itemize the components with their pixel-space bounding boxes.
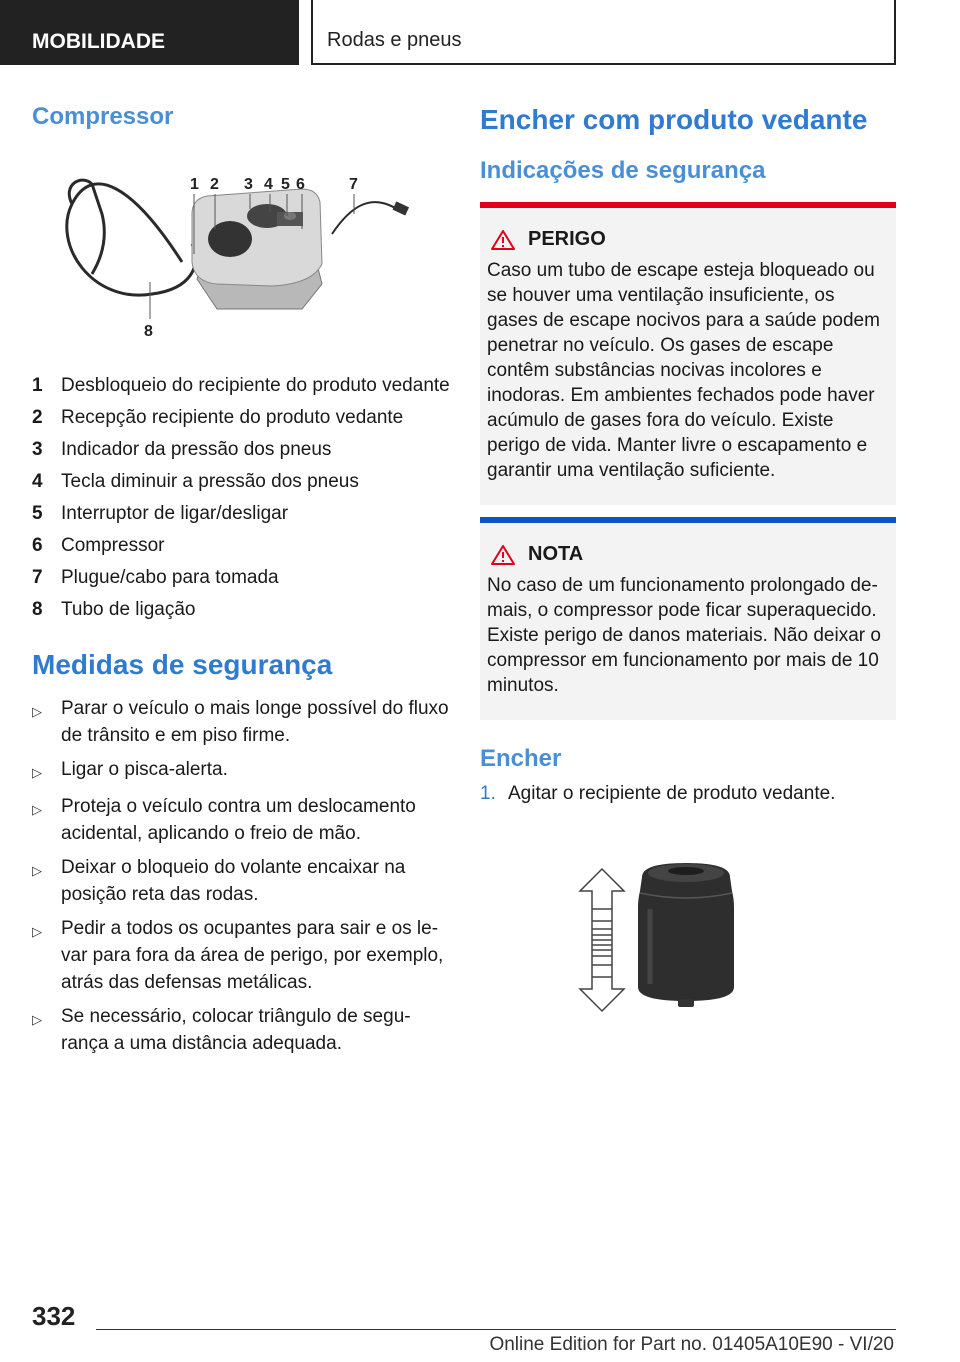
danger-title: PERIGO: [528, 228, 606, 250]
step-item: [480, 780, 896, 807]
note-text: No caso de um funcionamento prolongado demais, o compressor pode ficar superaquecido. Existe perigo de danos materiais. Não deixar o compressor em funcionamento por mais de 10 minutos.: [487, 575, 881, 696]
sealant-bottle-illustration: [480, 859, 896, 1024]
note-title: NOTA: [528, 543, 584, 565]
legend-item: [32, 404, 450, 431]
warning-triangle-icon: [490, 544, 516, 566]
legend-item: [32, 596, 450, 623]
warning-triangle-icon: [490, 229, 516, 251]
triangle-bullet-icon: ▷: [32, 765, 42, 780]
legend-number: 7: [32, 567, 43, 588]
triangle-bullet-icon: ▷: [32, 704, 42, 719]
legend-text: Interruptor de ligar/desligar: [61, 503, 289, 524]
shake-figure: [480, 859, 896, 1024]
legend-number: 4: [32, 471, 43, 492]
safety-item: [32, 756, 450, 786]
note-box: [480, 517, 896, 720]
safety-list: [32, 695, 450, 1057]
figure-legend: [32, 372, 450, 623]
legend-item: [32, 372, 450, 399]
chapter-title: Rodas e pneus: [311, 0, 896, 65]
fill-steps: [480, 780, 896, 807]
legend-text: Compressor: [61, 535, 165, 556]
triangle-bullet-icon: ▷: [32, 924, 42, 939]
page-number: 332: [32, 1301, 76, 1331]
legend-text: Tubo de ligação: [61, 599, 196, 620]
compressor-figure: [32, 144, 450, 354]
legend-item: [32, 436, 450, 463]
right-column: [480, 100, 896, 1024]
safety-notes-heading: Indicações de segurança: [480, 157, 766, 184]
danger-title-row: [487, 228, 888, 251]
safety-item: [32, 1003, 450, 1057]
safety-item: [32, 695, 450, 749]
safety-text: Ligar o pisca-alerta.: [61, 759, 228, 780]
callout-4: 4: [264, 176, 273, 193]
legend-number: 1: [32, 375, 43, 396]
section-tab: MOBILIDADE: [0, 0, 299, 65]
legend-text: Plugue/cabo para tomada: [61, 567, 279, 588]
compressor-illustration: [32, 144, 450, 354]
safety-item: [32, 915, 450, 996]
fill-heading: Encher: [480, 745, 562, 772]
legend-number: 8: [32, 599, 43, 620]
callout-6: 6: [296, 176, 305, 193]
edition-note: Online Edition for Part no. 01405A10E90 - VI/20: [489, 1334, 894, 1355]
callout-2: 2: [210, 176, 219, 193]
legend-item: [32, 564, 450, 591]
legend-text: Recepção recipiente do produto vedante: [61, 407, 404, 428]
safety-text: Deixar o bloqueio do volante encaixar na posição reta das rodas.: [61, 857, 406, 905]
legend-item: [32, 500, 450, 527]
safety-text: Pedir a todos os ocupantes para sair e os levar para fora da área de perigo, por exemplo, atrás das defensas metálicas.: [61, 918, 444, 993]
callout-5: 5: [281, 176, 290, 193]
legend-item: [32, 468, 450, 495]
step-number: 1.: [480, 783, 496, 804]
main-heading: Encher com produto vedante: [480, 104, 868, 135]
safety-text: Proteja o veículo contra um deslocamento acidental, aplicando o freio de mão.: [61, 796, 416, 844]
legend-number: 6: [32, 535, 43, 556]
triangle-bullet-icon: ▷: [32, 863, 42, 878]
legend-number: 2: [32, 407, 43, 428]
safety-text: Se necessário, colocar triângulo de segurança a uma distância adequada.: [61, 1006, 411, 1054]
legend-number: 3: [32, 439, 43, 460]
triangle-bullet-icon: ▷: [32, 1012, 42, 1027]
legend-text: Tecla diminuir a pressão dos pneus: [61, 471, 359, 492]
safety-item: [32, 854, 450, 908]
danger-text: Caso um tubo de escape esteja bloqueado ou se houver uma ventilação insuficiente, os gases de escape nocivos para a saúde podem penetrar no veículo. Os gases de escape contêm substâncias nocivas incolores e inodoras. Em ambientes fechados pode haver acúmulo de gases fora do veículo. Existe perigo de vida. Manter livre o escapamento e garantir uma ventilação suficiente.: [487, 260, 880, 481]
step-text: Agitar o recipiente de produto vedante.: [508, 783, 836, 804]
legend-number: 5: [32, 503, 43, 524]
note-title-row: [487, 543, 888, 566]
compressor-heading: Compressor: [32, 103, 174, 130]
legend-text: Desbloqueio do recipiente do produto vedante: [61, 375, 450, 396]
safety-item: [32, 793, 450, 847]
callout-7: 7: [349, 176, 358, 193]
callout-1: 1: [190, 176, 199, 193]
callout-8: 8: [144, 323, 153, 340]
left-column: [32, 100, 450, 1064]
safety-text: Parar o veículo o mais longe possível do fluxo de trânsito e em piso firme.: [61, 698, 449, 746]
legend-text: Indicador da pressão dos pneus: [61, 439, 332, 460]
callout-3: 3: [244, 176, 253, 193]
triangle-bullet-icon: ▷: [32, 802, 42, 817]
legend-item: [32, 532, 450, 559]
safety-heading: Medidas de segurança: [32, 649, 333, 680]
footer-divider: [96, 1329, 896, 1330]
danger-box: [480, 202, 896, 505]
